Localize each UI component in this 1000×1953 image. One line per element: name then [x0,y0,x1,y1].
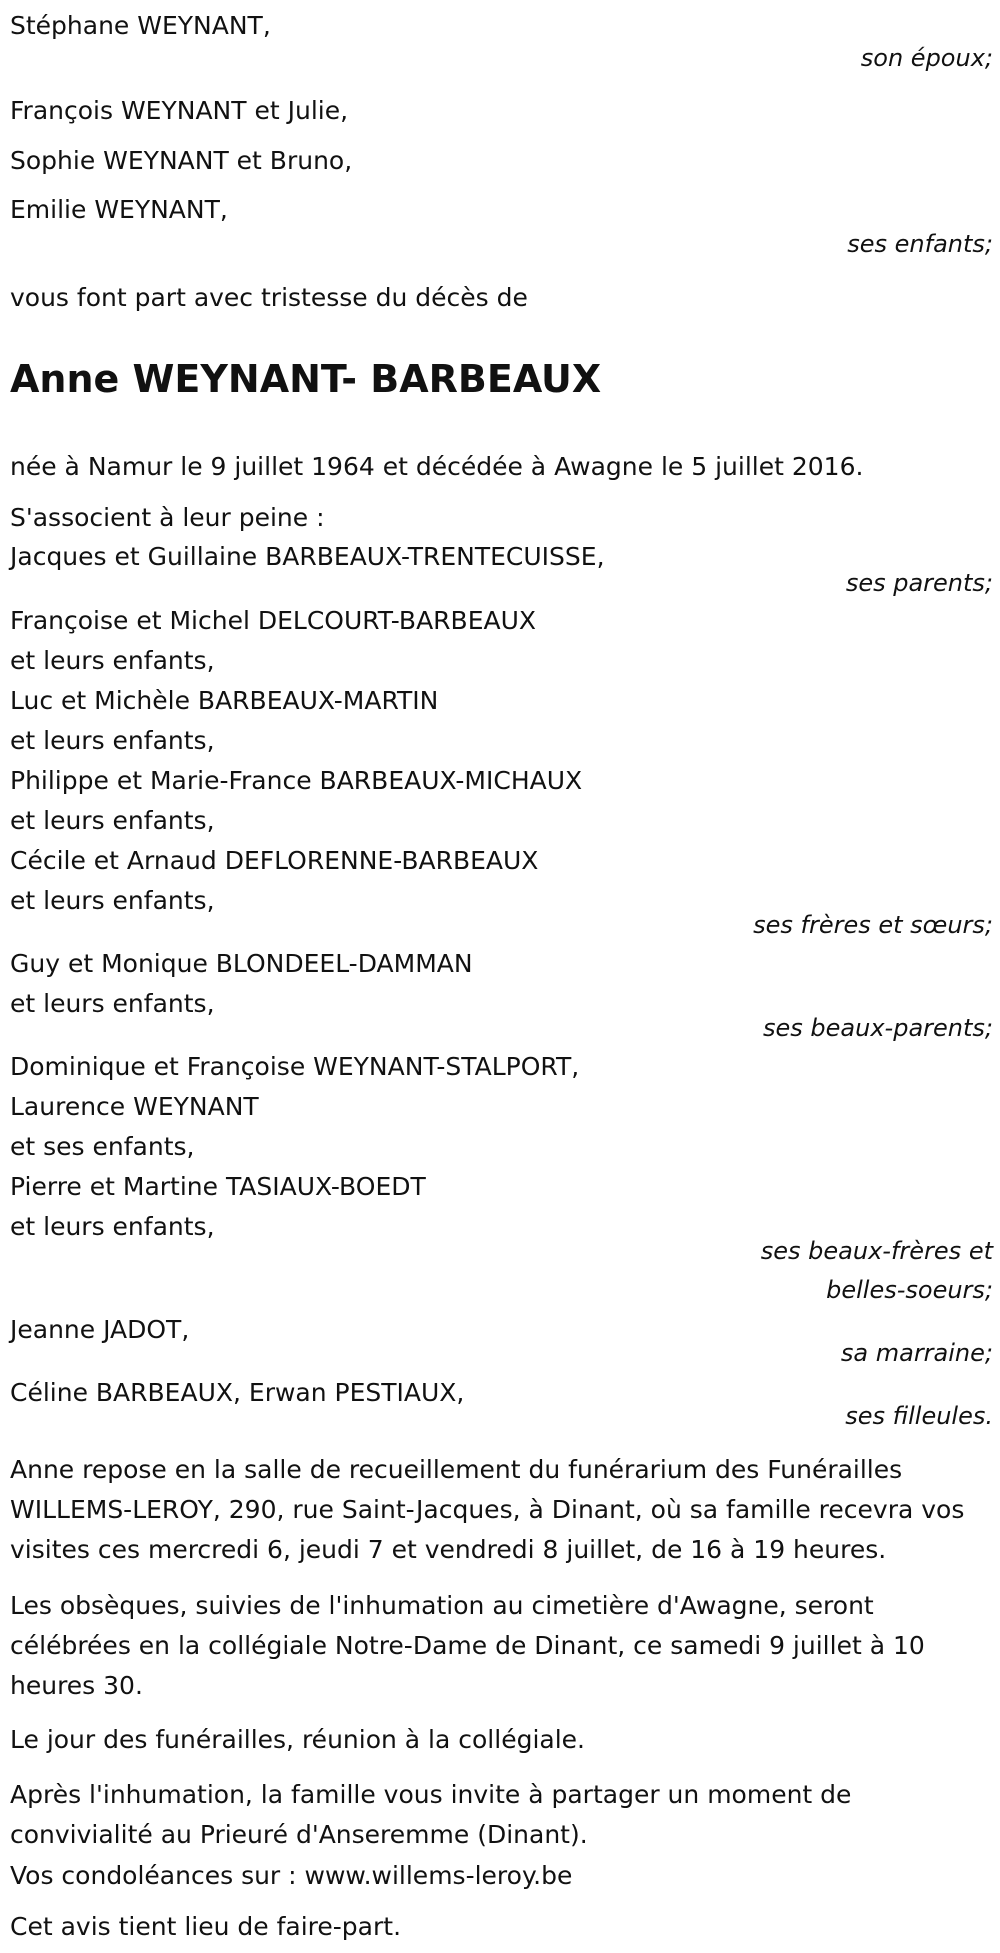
associate-intro: S'associent à leur peine : [10,503,325,532]
sibling-line: et leurs enfants, [10,886,215,915]
spouse-role: son époux; [860,44,993,72]
siblings-in-law-role: ses beaux-frères et [760,1237,993,1265]
in-laws-role: ses beaux-parents; [763,1014,993,1042]
meeting-paragraph: Le jour des funérailles, réunion à la collégiale. [10,1725,585,1754]
parents-name: Jacques et Guillaine BARBEAUX-TRENTECUISSE, [10,542,605,571]
sibling-in-law-line: Dominique et Françoise WEYNANT-STALPORT, [10,1052,580,1081]
godchildren-role: ses filleules. [845,1402,993,1430]
sibling-line: et leurs enfants, [10,646,215,675]
deceased-name: Anne WEYNANT- BARBEAUX [10,357,602,401]
sibling-line: Luc et Michèle BARBEAUX-MARTIN [10,686,439,715]
rest-paragraph: Anne repose en la salle de recueillement du funérarium des Funérailles WILLEMS-LEROY, 290, rue Saint-Jacques, à Dinant, où sa famille recevra vos visites ces mercredi 6, jeudi 7 et vendredi 8 juillet, de 16 à 19 heures. [10,1455,965,1564]
in-laws-line: et leurs enfants, [10,989,215,1018]
child-name: François WEYNANT et Julie, [10,96,349,125]
sibling-line: Philippe et Marie-France BARBEAUX-MICHAUX [10,766,583,795]
godmother-role: sa marraine; [840,1339,993,1367]
siblings-role: ses frères et sœurs; [753,911,993,939]
child-name: Emilie WEYNANT, [10,195,228,224]
notice-line: Cet avis tient lieu de faire-part. [10,1912,402,1941]
spouse-name: Stéphane WEYNANT, [10,11,271,40]
sibling-line: et leurs enfants, [10,806,215,835]
sibling-line: Françoise et Michel DELCOURT-BARBEAUX [10,606,537,635]
reception-paragraph: Après l'inhumation, la famille vous invite à partager un moment de convivialité au Prieuré d'Anseremme (Dinant). [10,1780,852,1849]
sibling-in-law-line: et leurs enfants, [10,1212,215,1241]
child-name: Sophie WEYNANT et Bruno, [10,146,353,175]
sibling-in-law-line: Pierre et Martine TASIAUX-BOEDT [10,1172,426,1201]
parents-role: ses parents; [845,569,993,597]
announcement-line: vous font part avec tristesse du décès de [10,283,528,312]
godmother-name: Jeanne JADOT, [10,1315,190,1344]
godchildren-names: Céline BARBEAUX, Erwan PESTIAUX, [10,1378,465,1407]
children-role: ses enfants; [847,230,993,258]
sibling-line: et leurs enfants, [10,726,215,755]
condolences-line: Vos condoléances sur : www.willems-leroy.be [10,1861,573,1890]
sibling-line: Cécile et Arnaud DEFLORENNE-BARBEAUX [10,846,539,875]
birth-death-dates: née à Namur le 9 juillet 1964 et décédée à Awagne le 5 juillet 2016. [10,452,864,481]
siblings-in-law-role: belles-soeurs; [826,1276,993,1304]
funeral-paragraph: Les obsèques, suivies de l'inhumation au cimetière d'Awagne, seront célébrées en la collégiale Notre-Dame de Dinant, ce samedi 9 juillet à 10 heures 30. [10,1591,925,1700]
sibling-in-law-line: Laurence WEYNANT [10,1092,259,1121]
sibling-in-law-line: et ses enfants, [10,1132,195,1161]
in-laws-line: Guy et Monique BLONDEEL-DAMMAN [10,949,473,978]
